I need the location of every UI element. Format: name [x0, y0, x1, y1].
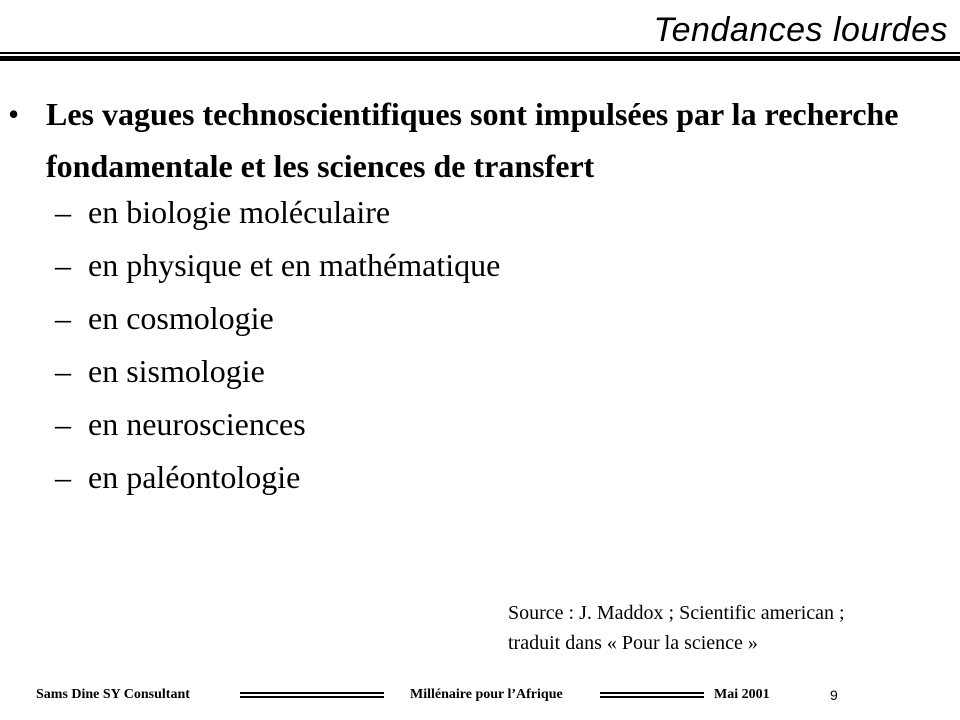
- footer-divider-left: [240, 692, 384, 698]
- dash-icon: –: [55, 406, 71, 442]
- source-line-1: Source : J. Maddox ; Scientific american ;: [508, 602, 845, 624]
- title-divider-thin: [0, 52, 960, 54]
- dash-icon: –: [55, 459, 71, 495]
- page-number: 9: [830, 687, 838, 703]
- footer-event: Millénaire pour l’Afrique: [410, 687, 563, 702]
- sub-bullet-list: [55, 186, 500, 504]
- sub-bullet-item: [55, 451, 500, 504]
- sub-bullet-label: en physique et en mathématique: [88, 247, 501, 283]
- sub-bullet-item: [55, 239, 500, 292]
- footer: [0, 680, 960, 710]
- sub-bullet-label: en paléontologie: [88, 459, 301, 495]
- main-bullet-text: Les vagues technoscientifiques sont impulsées par la recherche fondamentale et les sciences de transfert: [46, 96, 899, 184]
- source-line-2: traduit dans « Pour la science »: [508, 632, 758, 654]
- sub-bullet-label: en sismologie: [88, 353, 265, 389]
- footer-author: Sams Dine SY Consultant: [36, 687, 190, 702]
- title-divider-thick: [0, 56, 960, 61]
- dash-icon: –: [55, 247, 71, 283]
- sub-bullet-item: [55, 186, 500, 239]
- sub-bullet-label: en neurosciences: [88, 406, 306, 442]
- footer-divider-right: [600, 692, 704, 698]
- sub-bullet-label: en biologie moléculaire: [88, 194, 391, 230]
- dash-icon: –: [55, 353, 71, 389]
- slide-title: Tendances lourdes: [653, 11, 948, 49]
- footer-date: Mai 2001: [714, 687, 770, 702]
- sub-bullet-item: [55, 345, 500, 398]
- bullet-dot-icon: •: [8, 96, 20, 132]
- dash-icon: –: [55, 194, 71, 230]
- sub-bullet-item: [55, 398, 500, 451]
- sub-bullet-item: [55, 292, 500, 345]
- sub-bullet-label: en cosmologie: [88, 300, 274, 336]
- source-citation: [508, 598, 845, 658]
- dash-icon: –: [55, 300, 71, 336]
